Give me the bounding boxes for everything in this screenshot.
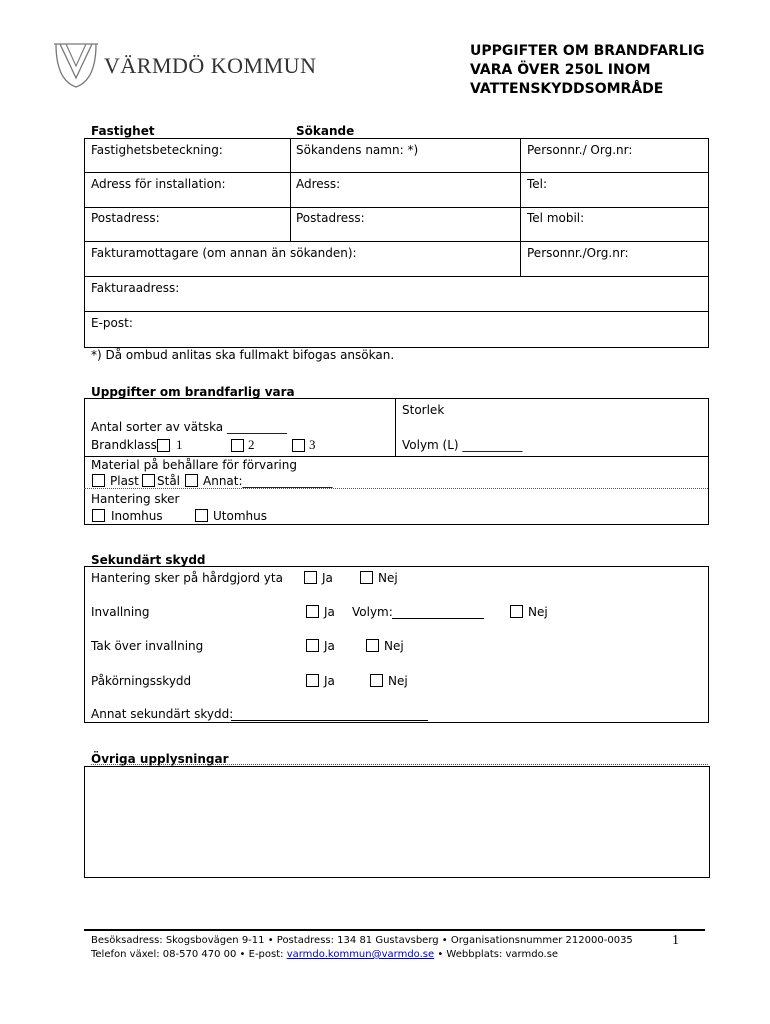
size-label: Storlek [402,403,445,417]
bunding-yes-checkbox[interactable] [306,605,319,618]
steel-label: Stål [157,474,181,488]
collision-yes-label: Ja [324,674,335,688]
footer-email-link[interactable]: varmdo.kommun@varmdo.se [286,949,435,960]
address-field[interactable]: Adress: [296,177,341,191]
fire-class-label: Brandklass [91,438,157,452]
roof-over-bunding-label: Tak över invallning [91,639,204,653]
postal-address-field-1[interactable]: Postadress: [91,211,160,225]
property-heading: Fastighet [91,124,155,138]
roof-no-label: Nej [384,639,404,653]
indoors-checkbox[interactable] [92,509,105,522]
other-material-field[interactable]: Annat:_______________ [203,474,333,488]
collision-protection-label: Påkörningsskydd [91,674,192,688]
hard-surface-label: Hantering sker på hårdgjord yta [91,571,283,585]
fire-class-2-checkbox[interactable] [231,439,244,452]
other-info-heading: Övriga upplysningar [91,752,229,766]
install-address-field[interactable]: Adress för installation: [91,177,226,191]
footer-divider [84,929,705,931]
fire-class-3-checkbox[interactable] [292,439,305,452]
fire-class-1-label: 1 [176,437,183,452]
plastic-label: Plast [110,474,139,488]
hard-surface-yes-checkbox[interactable] [304,571,317,584]
footer-contact-line [91,949,558,961]
person-org-nr-field-2[interactable]: Personnr./Org.nr: [527,246,629,260]
outdoors-checkbox[interactable] [195,509,208,522]
applicant-name-field[interactable]: Sökandens namn: *) [296,143,419,157]
postal-address-field-2[interactable]: Postadress: [296,211,365,225]
bunding-no-checkbox[interactable] [510,605,523,618]
email-field[interactable]: E-post: [91,316,133,330]
handling-label: Hantering sker [91,492,180,506]
fire-class-1-checkbox[interactable] [157,439,170,452]
collision-yes-checkbox[interactable] [306,674,319,687]
applicant-heading: Sökande [296,124,355,138]
roof-yes-label: Ja [324,639,335,653]
bunding-label: Invallning [91,605,150,619]
proxy-note: *) Då ombud anlitas ska fullmakt bifogas ansökan. [91,348,395,362]
plastic-checkbox[interactable] [92,474,105,487]
hard-surface-no-checkbox[interactable] [360,571,373,584]
collision-no-checkbox[interactable] [370,674,383,687]
bunding-volume-field[interactable] [392,618,484,619]
hard-surface-yes-label: Ja [322,571,333,585]
fire-class-2-label: 2 [248,437,255,452]
hazardous-heading: Uppgifter om brandfarlig vara [91,385,295,399]
applicant-table [84,138,709,348]
bunding-no-label: Nej [528,605,548,619]
invoice-recipient-field[interactable]: Fakturamottagare (om annan än sökanden): [91,246,357,260]
steel-checkbox[interactable] [142,474,155,487]
bunding-yes-label: Ja [324,605,335,619]
footer-address-line: Besöksadress: Skogsbovägen 9-11 • Postadress: 134 81 Gustavsberg • Organisationsnummer 212000-0035 [91,935,633,946]
num-liquids-field[interactable]: Antal sorter av vätska __________ [91,420,287,434]
indoors-label: Inomhus [111,509,163,523]
municipality-logo [52,40,100,90]
person-org-nr-field[interactable]: Personnr./ Org.nr: [527,143,633,157]
collision-no-label: Nej [388,674,408,688]
footer-web: • Webbplats: varmdo.se [434,949,559,960]
roof-no-checkbox[interactable] [366,639,379,652]
other-secondary-label: Annat sekundärt skydd: [91,707,234,721]
phone-field[interactable]: Tel: [527,177,548,191]
container-material-label: Material på behållare för förvaring [91,458,297,472]
fire-class-3-label: 3 [309,437,316,452]
footer-phone: Telefon växel: 08-570 470 00 • E-post: [91,949,287,960]
outdoors-label: Utomhus [213,509,267,523]
municipality-name: VÄRMDÖ KOMMUN [104,53,317,78]
roof-yes-checkbox[interactable] [306,639,319,652]
other-info-field[interactable] [84,766,710,878]
other-material-checkbox[interactable] [185,474,198,487]
form-title-line-2: VARA ÖVER 250L INOM [470,62,651,78]
page-number: 1 [672,933,679,948]
form-title-line-1: UPPGIFTER OM BRANDFARLIG [470,43,705,59]
mobile-field[interactable]: Tel mobil: [527,211,585,225]
secondary-heading: Sekundärt skydd [91,553,206,567]
other-secondary-field[interactable] [231,720,428,721]
invoice-address-field[interactable]: Fakturaadress: [91,281,180,295]
volume-field[interactable]: Volym (L) __________ [402,438,523,452]
hard-surface-no-label: Nej [378,571,398,585]
bunding-volume-label: Volym: [352,605,393,619]
form-title-line-3: VATTENSKYDDSOMRÅDE [470,81,664,97]
property-designation-field[interactable]: Fastighetsbeteckning: [91,143,223,157]
